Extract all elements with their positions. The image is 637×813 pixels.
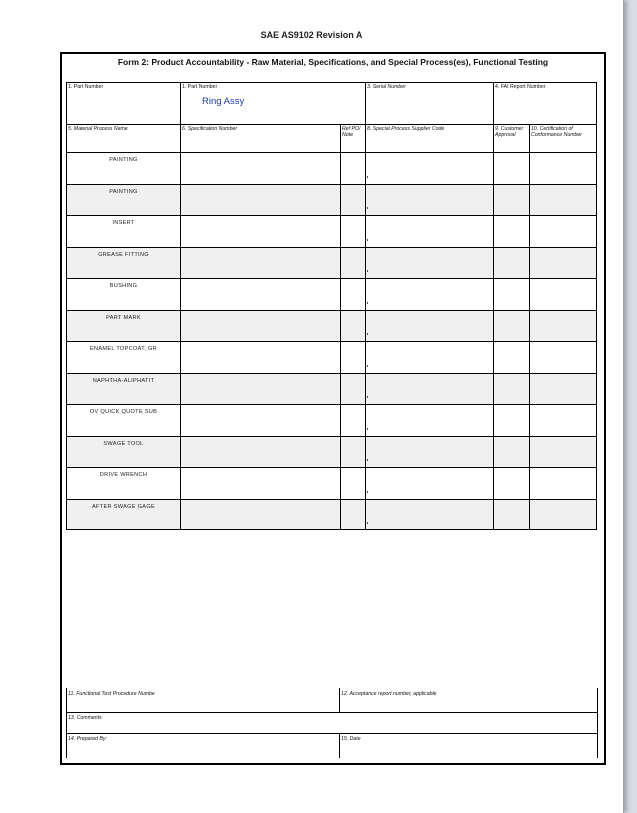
material-name-cell	[66, 436, 180, 468]
table-cell[interactable]	[365, 152, 493, 184]
table-cell[interactable]	[493, 341, 529, 373]
cell-tick-mark	[367, 302, 368, 304]
table-cell[interactable]	[493, 467, 529, 499]
cell-tick-mark	[367, 491, 368, 493]
prepared-by-label: 14. Prepared By:	[68, 736, 107, 742]
part-name-value: Ring Assy	[202, 95, 245, 107]
table-cell[interactable]	[529, 278, 597, 310]
comments-field[interactable]	[66, 712, 597, 733]
certification-header-label: 10. Certification of Conformance Number	[531, 126, 583, 138]
ref-po-header-label: Ref PO/ Note	[342, 126, 361, 138]
cell-tick-mark	[367, 207, 368, 209]
material-name: PART MARK	[106, 314, 141, 321]
supplier-code-header-label: 8. Special Process Supplier Code	[367, 126, 445, 132]
comments-label: 13. Comments	[68, 715, 102, 721]
table-cell[interactable]	[340, 341, 365, 373]
table-cell[interactable]	[493, 278, 529, 310]
table-cell[interactable]	[529, 373, 597, 405]
material-name: PAINTING	[109, 157, 138, 163]
date-label: 15. Date	[341, 736, 361, 742]
serial-number-label: 3. Serial Number	[367, 84, 406, 90]
table-cell[interactable]	[529, 404, 597, 436]
cell-tick-mark	[367, 176, 368, 178]
cell-tick-mark	[367, 365, 368, 367]
table-cell[interactable]	[365, 278, 493, 310]
serial-number-field[interactable]	[365, 82, 493, 124]
table-cell[interactable]	[493, 436, 529, 468]
table-cell[interactable]	[365, 310, 493, 342]
material-name-cell	[66, 373, 180, 405]
material-name: ENAMEL TOPCOAT, GR	[89, 346, 158, 352]
table-cell[interactable]	[180, 215, 340, 247]
material-name-cell	[66, 467, 180, 499]
table-cell[interactable]	[340, 373, 365, 405]
table-cell[interactable]	[493, 310, 529, 342]
table-cell[interactable]	[493, 184, 529, 216]
material-name-cell	[66, 152, 180, 184]
table-cell[interactable]	[365, 499, 493, 531]
table-cell[interactable]	[365, 404, 493, 436]
acceptance-report-field[interactable]	[339, 688, 597, 712]
table-cell[interactable]	[180, 467, 340, 499]
part-number-label-2: 1. Part Number	[182, 84, 218, 90]
column-header-customer-approval	[493, 124, 529, 152]
table-cell[interactable]	[180, 499, 340, 531]
table-cell[interactable]	[493, 404, 529, 436]
table-cell[interactable]	[365, 341, 493, 373]
cell-tick-mark	[367, 270, 368, 272]
column-header-supplier-code	[365, 124, 493, 152]
table-cell[interactable]	[365, 373, 493, 405]
table-cell[interactable]	[340, 310, 365, 342]
table-cell[interactable]	[493, 499, 529, 531]
table-cell[interactable]	[340, 467, 365, 499]
material-process-header-label: 5. Material Process Name	[68, 126, 128, 132]
material-name-cell	[66, 247, 180, 279]
material-name: PAINTING	[109, 188, 138, 195]
material-name: AFTER SWAGE GAGE	[91, 503, 156, 510]
table-cell[interactable]	[180, 184, 340, 216]
table-cell[interactable]	[493, 152, 529, 184]
table-cell[interactable]	[340, 184, 365, 216]
part-number-label-1: 1. Part Number	[68, 84, 104, 90]
cell-tick-mark	[367, 459, 368, 461]
table-cell[interactable]	[180, 152, 340, 184]
table-cell[interactable]	[365, 467, 493, 499]
table-cell[interactable]	[340, 152, 365, 184]
fai-report-number-label: 4. FAI Report Number	[495, 84, 546, 90]
material-name-cell	[66, 184, 180, 216]
table-cell[interactable]	[529, 184, 597, 216]
table-cell[interactable]	[340, 278, 365, 310]
table-cell[interactable]	[180, 373, 340, 405]
material-name: BUSHING	[109, 283, 138, 289]
cell-tick-mark	[367, 522, 368, 524]
material-name-cell	[66, 215, 180, 247]
table-cell[interactable]	[529, 436, 597, 468]
table-cell[interactable]	[529, 215, 597, 247]
material-name-cell	[66, 499, 180, 531]
material-name: OV QUICK QUOTE SUB	[89, 409, 158, 415]
table-cell[interactable]	[529, 467, 597, 499]
material-name-cell	[66, 278, 180, 310]
table-cell[interactable]	[365, 215, 493, 247]
table-cell[interactable]	[340, 499, 365, 531]
fai-report-number-field[interactable]	[493, 82, 597, 124]
table-cell[interactable]	[180, 404, 340, 436]
column-header-ref-po	[340, 124, 365, 152]
table-cell[interactable]	[340, 215, 365, 247]
material-name: GREASE FITTING	[98, 251, 149, 258]
document-title: SAE AS9102 Revision A	[260, 30, 363, 40]
table-cell[interactable]	[180, 436, 340, 468]
part-number-field-1[interactable]	[66, 82, 180, 124]
footer-right-border-2	[597, 733, 598, 758]
functional-test-procedure-label: 11. Functional Test Procedure Numbe	[68, 691, 155, 697]
material-name-cell	[66, 310, 180, 342]
column-header-certification	[529, 124, 597, 152]
table-cell[interactable]	[529, 310, 597, 342]
part-number-field-2[interactable]	[180, 82, 365, 124]
table-cell[interactable]	[180, 310, 340, 342]
table-cell[interactable]	[365, 247, 493, 279]
table-cell[interactable]	[529, 247, 597, 279]
specification-header-label: 6. Specification Number	[182, 126, 238, 132]
table-cell[interactable]	[493, 215, 529, 247]
functional-test-procedure-field[interactable]	[66, 688, 339, 712]
customer-approval-header-label: 9. Customer Approval	[495, 126, 524, 138]
material-name: SWAGE TOOL	[103, 440, 144, 447]
table-cell[interactable]	[180, 341, 340, 373]
table-cell[interactable]	[529, 499, 597, 531]
material-name: DRIVE WRENCH	[99, 472, 148, 478]
table-cell[interactable]	[493, 247, 529, 279]
material-name-cell	[66, 341, 180, 373]
acceptance-report-label: 12. Acceptance report number, applicable	[341, 691, 437, 697]
material-name-cell	[66, 404, 180, 436]
table-cell[interactable]	[365, 436, 493, 468]
table-cell[interactable]	[529, 341, 597, 373]
column-header-specification	[180, 124, 340, 152]
cell-tick-mark	[367, 428, 368, 430]
material-name: INSERT	[112, 220, 135, 226]
table-cell[interactable]	[365, 184, 493, 216]
table-cell[interactable]	[340, 436, 365, 468]
form-title: Form 2: Product Accountability - Raw Material, Specifications, and Special Process(es), Functional Testing	[117, 57, 549, 67]
column-header-material-process	[66, 124, 180, 152]
material-name: NAPHTHA-ALIPHATIT	[92, 377, 155, 384]
table-cell[interactable]	[529, 152, 597, 184]
cell-tick-mark	[367, 396, 368, 398]
table-cell[interactable]	[180, 247, 340, 279]
cell-tick-mark	[367, 333, 368, 335]
cell-tick-mark	[367, 239, 368, 241]
table-cell[interactable]	[340, 247, 365, 279]
table-cell[interactable]	[493, 373, 529, 405]
footer-right-border	[597, 688, 598, 733]
date-field[interactable]	[339, 733, 597, 758]
table-cell[interactable]	[340, 404, 365, 436]
table-cell[interactable]	[180, 278, 340, 310]
prepared-by-field[interactable]	[66, 733, 339, 758]
